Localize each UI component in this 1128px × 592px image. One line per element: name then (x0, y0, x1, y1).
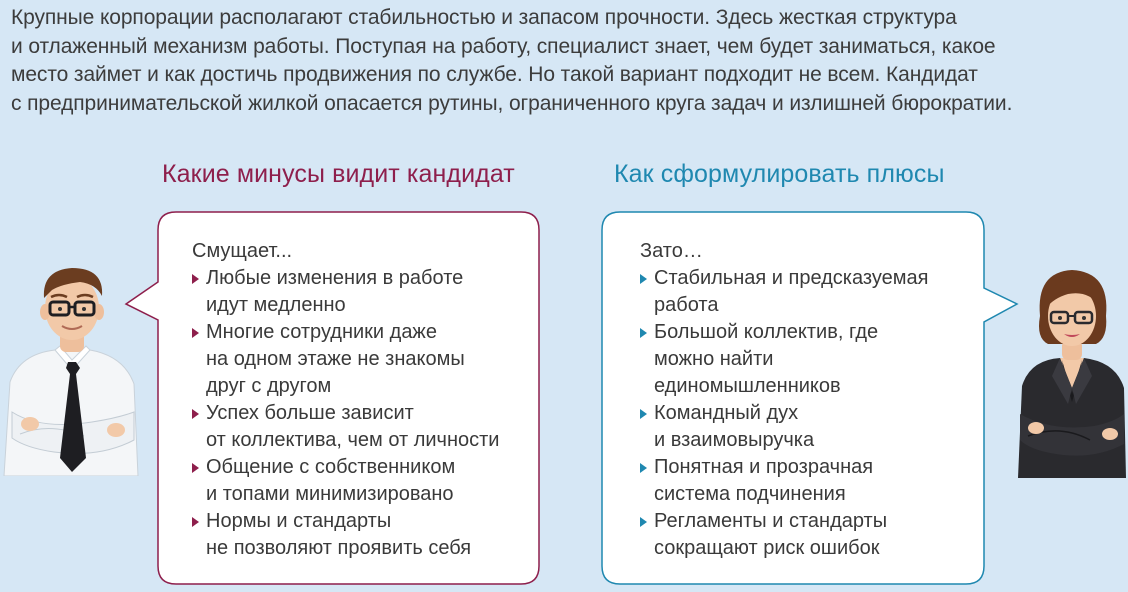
intro-line: и отлаженный механизм работы. Поступая на работу, специалист знает, чем будет заниматься, какое (11, 34, 996, 58)
triangle-bullet-icon (192, 463, 199, 473)
list-item-text: сокращают риск ошибок (654, 537, 880, 559)
list-item-text: Большой коллектив, где (654, 321, 879, 343)
list-item-text: Успех больше зависит (206, 402, 414, 424)
list-item-text: Любые изменения в работе (206, 267, 464, 289)
list-item-text: Регламенты и стандарты (654, 510, 888, 532)
list-item-text: и топами минимизировано (206, 483, 454, 505)
pluses-list (640, 265, 970, 562)
list-item-text: от коллектива, чем от личности (206, 429, 500, 451)
triangle-bullet-icon (640, 409, 647, 419)
list-item-text: не позволяют проявить себя (206, 537, 472, 559)
man-with-glasses-and-tie-icon (0, 262, 140, 476)
list-item-text: Командный дух (654, 402, 799, 424)
list-item (640, 265, 970, 319)
list-item-text: Многие сотрудники даже (206, 321, 437, 343)
intro-line: с предпринимательской жилкой опасается рутины, ограниченного круга задач и излишней бюрократии. (11, 91, 1013, 115)
list-item (192, 265, 522, 319)
triangle-bullet-icon (640, 517, 647, 527)
minuses-lead: Смущает... (192, 240, 293, 262)
list-item-text: друг с другом (206, 375, 332, 397)
pluses-list-block (640, 238, 970, 562)
triangle-bullet-icon (192, 274, 199, 284)
triangle-bullet-icon (640, 328, 647, 338)
list-item-text: Понятная и прозрачная (654, 456, 874, 478)
intro-line: место займет и как достичь продвижения по службе. Но такой вариант подходит не всем. Кандидат (11, 63, 978, 86)
list-item-text: работа (654, 294, 719, 316)
triangle-bullet-icon (192, 328, 199, 338)
list-item-text: Нормы и стандарты (206, 510, 392, 532)
minuses-heading: Какие минусы видит кандидат (162, 160, 515, 188)
list-item-text: единомышленников (654, 375, 841, 397)
triangle-bullet-icon (192, 409, 199, 419)
minuses-list-block (192, 238, 522, 562)
triangle-bullet-icon (192, 517, 199, 527)
minuses-list (192, 265, 522, 562)
list-item-text: на одном этаже не знакомы (206, 348, 465, 370)
list-item (192, 400, 522, 454)
triangle-bullet-icon (640, 274, 647, 284)
list-item (192, 508, 522, 562)
intro-line: Крупные корпорации располагают стабильностью и запасом прочности. Здесь жесткая структура (11, 6, 957, 29)
list-item-text: Стабильная и предсказуемая (654, 267, 929, 289)
list-item-text: Общение с собственником (206, 456, 456, 478)
pluses-lead: Зато… (640, 240, 703, 262)
list-item-text: идут медленно (206, 294, 346, 316)
woman-with-glasses-in-suit-icon (1012, 264, 1128, 478)
list-item (640, 400, 970, 454)
triangle-bullet-icon (640, 463, 647, 473)
list-item-text: и взаимовыручка (654, 429, 815, 451)
list-item (640, 508, 970, 562)
list-item (192, 319, 522, 400)
list-item-text: система подчинения (654, 483, 846, 505)
pluses-heading: Как сформулировать плюсы (614, 160, 945, 188)
list-item (640, 454, 970, 508)
list-item (192, 454, 522, 508)
list-item-text: можно найти (654, 348, 774, 370)
list-item (640, 319, 970, 400)
